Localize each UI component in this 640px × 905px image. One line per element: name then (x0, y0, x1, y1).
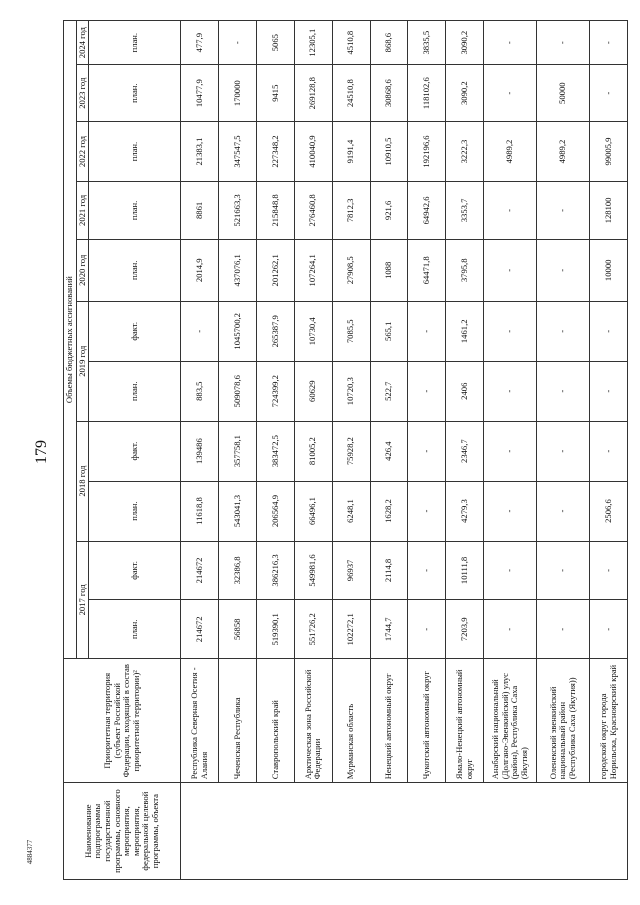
value-cell: 10111,8 (446, 541, 484, 600)
header-subcol: план. (89, 361, 181, 421)
territory-cell: Ставропольский край (256, 659, 294, 783)
value-cell: 10720,3 (332, 361, 370, 421)
table-row (484, 21, 537, 880)
value-cell: 170000 (219, 65, 257, 122)
value-cell: - (484, 361, 537, 421)
value-cell: 81005,2 (294, 421, 332, 481)
value-cell: 60629 (294, 361, 332, 421)
value-cell: 4510,8 (332, 21, 370, 65)
value-cell: 8861 (181, 182, 219, 240)
value-cell: - (408, 361, 446, 421)
value-cell: 64942,6 (408, 182, 446, 240)
value-cell: 509078,6 (219, 361, 257, 421)
value-cell: 7812,3 (332, 182, 370, 240)
value-cell: - (537, 541, 590, 600)
value-cell: 921,6 (370, 182, 408, 240)
value-cell: 347547,5 (219, 122, 257, 182)
territory-cell: городской округ города Норильска, Красноярский край (590, 659, 628, 783)
value-cell: 201262,1 (256, 239, 294, 301)
value-cell: - (537, 21, 590, 65)
value-cell: 64471,8 (408, 239, 446, 301)
value-cell: - (484, 301, 537, 361)
value-cell: 410040,9 (294, 122, 332, 182)
value-cell: 6248,1 (332, 481, 370, 541)
value-cell: - (484, 239, 537, 301)
value-cell: - (484, 600, 537, 659)
value-cell: 2114,8 (370, 541, 408, 600)
header-year: 2018 год (76, 421, 89, 541)
header-year: 2020 год (76, 239, 89, 301)
value-cell: 3353,7 (446, 182, 484, 240)
value-cell: 868,6 (370, 21, 408, 65)
rotated-table-container (63, 20, 628, 880)
value-cell: 3222,3 (446, 122, 484, 182)
value-cell: 4989,2 (537, 122, 590, 182)
value-cell: 276460,8 (294, 182, 332, 240)
table-row (294, 21, 332, 880)
value-cell: 383472,5 (256, 421, 294, 481)
value-cell: 1045700,2 (219, 301, 257, 361)
value-cell: 206564,9 (256, 481, 294, 541)
header-budget-group: Объемы бюджетных ассигнований (64, 21, 77, 659)
value-cell: 10477,9 (181, 65, 219, 122)
value-cell: 1628,2 (370, 481, 408, 541)
value-cell: - (408, 481, 446, 541)
value-cell: - (484, 65, 537, 122)
header-year: 2024 год (76, 21, 89, 65)
header-subcol: факт. (89, 541, 181, 600)
table-row (446, 21, 484, 880)
value-cell: 386216,3 (256, 541, 294, 600)
value-cell: 75928,2 (332, 421, 370, 481)
value-cell: - (590, 421, 628, 481)
header-year: 2021 год (76, 182, 89, 240)
value-cell: 99005,9 (590, 122, 628, 182)
value-cell: - (590, 21, 628, 65)
territory-cell: Анабарский национальный (Долгано-Эвенкийский) улус (район), Республика Саха (Якутия) (484, 659, 537, 783)
value-cell: 437076,1 (219, 239, 257, 301)
value-cell: 357758,1 (219, 421, 257, 481)
value-cell: 426,4 (370, 421, 408, 481)
value-cell: - (484, 182, 537, 240)
value-cell: - (537, 600, 590, 659)
value-cell: 12305,1 (294, 21, 332, 65)
value-cell: - (484, 21, 537, 65)
value-cell: - (590, 600, 628, 659)
value-cell: - (408, 541, 446, 600)
value-cell: 11618,8 (181, 481, 219, 541)
value-cell: 9191,4 (332, 122, 370, 182)
value-cell: 5065 (256, 21, 294, 65)
header-subcol: план. (89, 481, 181, 541)
territory-cell: Чукотский автономный округ (408, 659, 446, 783)
value-cell: 549981,6 (294, 541, 332, 600)
value-cell: - (537, 481, 590, 541)
table-header (64, 21, 181, 880)
value-cell: 215848,8 (256, 182, 294, 240)
header-year: 2023 год (76, 65, 89, 122)
value-cell: 56858 (219, 600, 257, 659)
value-cell: 543041,3 (219, 481, 257, 541)
value-cell: - (537, 301, 590, 361)
value-cell: 10000 (590, 239, 628, 301)
header-name-column: Наименование подпрограммы государственной программы, основного мероприятия, мероприятия, федеральной целевой программы, объекта (64, 783, 181, 880)
table-row (256, 21, 294, 880)
value-cell: 50000 (537, 65, 590, 122)
value-cell: 521663,3 (219, 182, 257, 240)
value-cell: - (181, 301, 219, 361)
value-cell: - (408, 600, 446, 659)
value-cell: 4989,2 (484, 122, 537, 182)
value-cell: 27908,5 (332, 239, 370, 301)
table-row (537, 21, 590, 880)
territory-cell: Республика Северная Осетия - Алания (181, 659, 219, 783)
value-cell: 192196,6 (408, 122, 446, 182)
table-row (590, 21, 628, 880)
budget-table (63, 20, 628, 880)
value-cell: 96937 (332, 541, 370, 600)
value-cell: 3835,5 (408, 21, 446, 65)
value-cell: - (590, 361, 628, 421)
value-cell: 883,5 (181, 361, 219, 421)
header-year: 2017 год (76, 541, 89, 659)
value-cell: - (537, 182, 590, 240)
value-cell: 1744,7 (370, 600, 408, 659)
territory-cell: Мурманская область (332, 659, 370, 783)
value-cell: - (219, 21, 257, 65)
value-cell: 519390,1 (256, 600, 294, 659)
territory-cell: Арктическая зона Российской Федерации (294, 659, 332, 783)
header-subcol: факт. (89, 421, 181, 481)
value-cell: 724399,2 (256, 361, 294, 421)
table-row (181, 21, 219, 880)
value-cell: 4279,3 (446, 481, 484, 541)
value-cell: - (484, 481, 537, 541)
value-cell: - (408, 301, 446, 361)
value-cell: - (537, 421, 590, 481)
territory-cell: Оленекский эвенкийский национальный район (Республика Саха (Якутия)) (537, 659, 590, 783)
value-cell: 7203,9 (446, 600, 484, 659)
value-cell: 565,1 (370, 301, 408, 361)
value-cell: - (537, 361, 590, 421)
value-cell: 214672 (181, 541, 219, 600)
value-cell: 10730,4 (294, 301, 332, 361)
value-cell: 269128,8 (294, 65, 332, 122)
header-subcol: план. (89, 600, 181, 659)
value-cell: - (590, 301, 628, 361)
value-cell: 128100 (590, 182, 628, 240)
value-cell: 10910,5 (370, 122, 408, 182)
value-cell: - (590, 65, 628, 122)
value-cell: 3795,8 (446, 239, 484, 301)
header-territory-column: Приоритетная территория (субъект Российской Федерации, входящий в состав приоритетной территории)² (64, 659, 181, 783)
header-subcol: план. (89, 65, 181, 122)
value-cell: 21383,1 (181, 122, 219, 182)
value-cell: 265387,9 (256, 301, 294, 361)
territory-cell: Ненецкий автономный округ (370, 659, 408, 783)
table-row (332, 21, 370, 880)
value-cell: 139486 (181, 421, 219, 481)
header-year: 2022 год (76, 122, 89, 182)
header-subcol: план. (89, 182, 181, 240)
value-cell: 30868,6 (370, 65, 408, 122)
value-cell: 3090,2 (446, 21, 484, 65)
territory-cell: Чеченская Республика (219, 659, 257, 783)
value-cell: 24510,8 (332, 65, 370, 122)
value-cell: 522,7 (370, 361, 408, 421)
value-cell: 2346,7 (446, 421, 484, 481)
table-row (408, 21, 446, 880)
header-year: 2019 год (76, 301, 89, 421)
value-cell: - (537, 239, 590, 301)
header-subcol: план. (89, 21, 181, 65)
value-cell: 66496,1 (294, 481, 332, 541)
value-cell: 3090,2 (446, 65, 484, 122)
value-cell: 107264,1 (294, 239, 332, 301)
table-row (219, 21, 257, 880)
value-cell: - (590, 541, 628, 600)
value-cell: 102272,1 (332, 600, 370, 659)
program-name-cell (181, 783, 628, 880)
value-cell: 7085,5 (332, 301, 370, 361)
value-cell: 227348,2 (256, 122, 294, 182)
table-body (181, 21, 628, 880)
document-number: 4884377 (26, 839, 34, 865)
value-cell: - (408, 421, 446, 481)
value-cell: 214672 (181, 600, 219, 659)
value-cell: 1088 (370, 239, 408, 301)
value-cell: - (484, 421, 537, 481)
header-subcol: факт. (89, 301, 181, 361)
header-subcol: план. (89, 239, 181, 301)
territory-cell: Ямало-Ненецкий автономный округ (446, 659, 484, 783)
value-cell: 2506,6 (590, 481, 628, 541)
value-cell: 118102,6 (408, 65, 446, 122)
header-subcol: план. (89, 122, 181, 182)
value-cell: 2406 (446, 361, 484, 421)
value-cell: 477,9 (181, 21, 219, 65)
value-cell: - (484, 541, 537, 600)
table-row (370, 21, 408, 880)
value-cell: 2014,9 (181, 239, 219, 301)
page-number: 179 (33, 440, 50, 464)
value-cell: 32386,8 (219, 541, 257, 600)
value-cell: 1461,2 (446, 301, 484, 361)
value-cell: 551726,2 (294, 600, 332, 659)
value-cell: 9415 (256, 65, 294, 122)
